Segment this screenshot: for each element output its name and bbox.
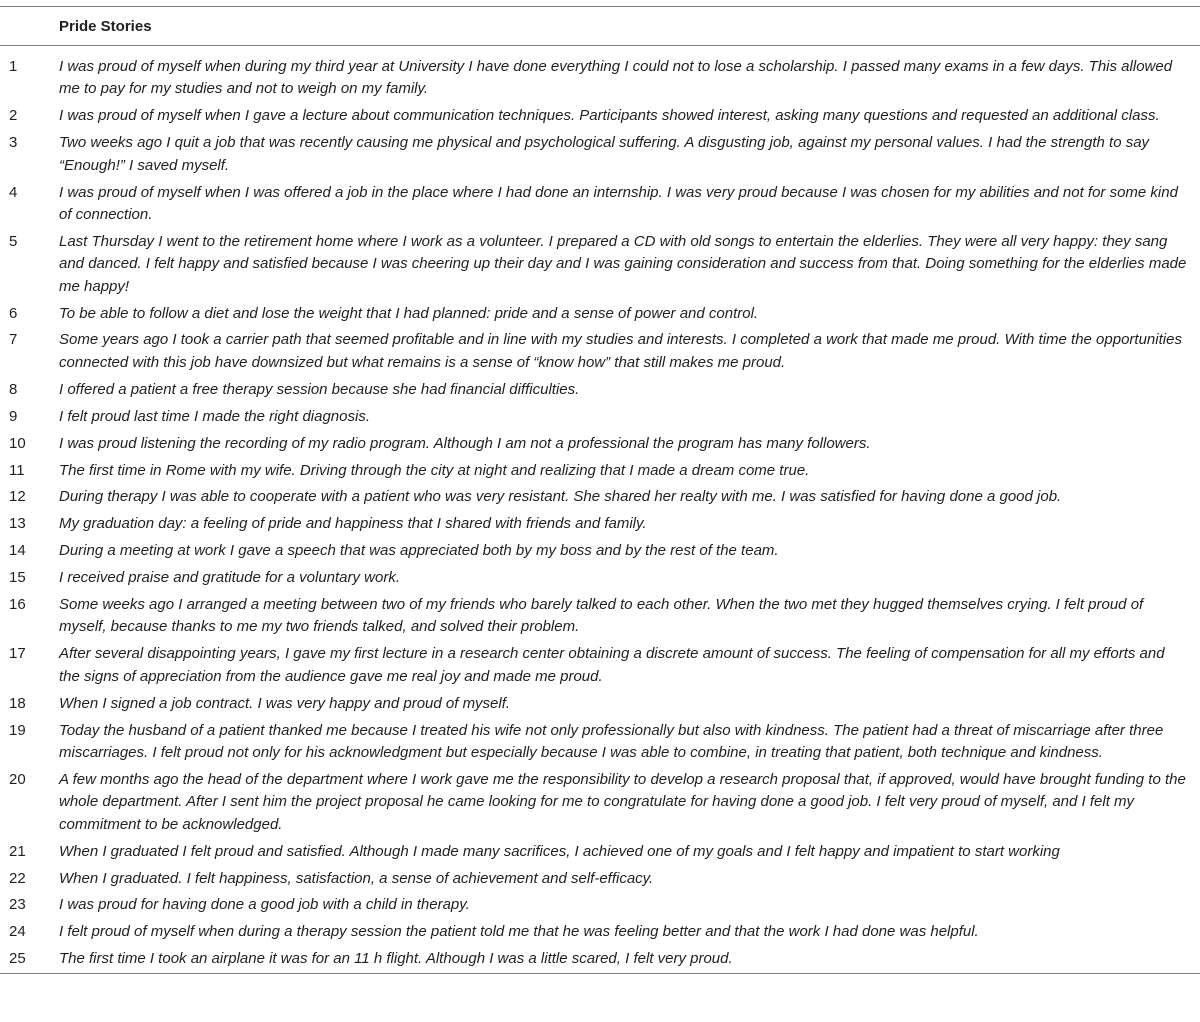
story-text: I received praise and gratitude for a voluntary work.: [59, 569, 401, 587]
row-number: 12: [9, 488, 26, 506]
story-text: I was proud of myself when during my third year at University I have done everything I could not to lose a scholarship. I passed many exams in a few days. This allowed me to pay for my studies and not to weigh on my family.: [59, 58, 1173, 98]
row-number: 17: [9, 645, 26, 663]
story-text: Today the husband of a patient thanked me because I treated his wife not only professionally but also with kindness. The patient had a threat of miscarriage after three miscarriages. I felt proud not only for his acknowledgment but especially because I was able to combine, in treating that patient, both technique and kindness.: [59, 721, 1164, 761]
story-text: The first time I took an airplane it was for an 11 h flight. Although I was a little scared, I felt very proud.: [59, 950, 733, 968]
story-text: Some weeks ago I arranged a meeting between two of my friends who barely talked to each other. When the two met they hugged themselves crying. I felt proud of myself, because thanks to me my two friends talked, and solved their problem.: [59, 596, 1144, 636]
story-text: I felt proud of myself when during a therapy session the patient told me that he was feeling better and that the work I had done was helpful.: [59, 923, 979, 941]
table-row: [0, 946, 1200, 973]
table-row: [0, 919, 1200, 946]
row-number: 24: [9, 923, 26, 941]
row-number: 2: [9, 107, 18, 125]
row-number: 7: [9, 331, 18, 349]
story-text: After several disappointing years, I gave my first lecture in a research center obtaining a discrete amount of success. The feeling of compensation for all my efforts and the signs of appreciation from the audience gave me real joy and made me proud.: [59, 645, 1165, 685]
story-text: Last Thursday I went to the retirement home where I work as a volunteer. I prepared a CD with old songs to entertain the elderlies. They were all very happy: they sang and danced. I felt happy and satisfied because I was cheering up their day and I was gaining consideration and success from that. Doing something for the elderlies made me happy!: [59, 232, 1187, 295]
table-row: [0, 767, 1200, 839]
table-row: [0, 565, 1200, 592]
row-number: 14: [9, 542, 26, 560]
row-number: 18: [9, 694, 26, 712]
table-row: [0, 484, 1200, 511]
table-row: [0, 458, 1200, 485]
header-row: [0, 7, 1200, 46]
table-row: [0, 229, 1200, 301]
row-number: 16: [9, 596, 26, 614]
table-row: [0, 130, 1200, 179]
story-text: During a meeting at work I gave a speech that was appreciated both by my boss and by the rest of the team.: [59, 542, 779, 560]
table-row: [0, 691, 1200, 718]
table-header: [0, 7, 1200, 46]
row-number: 1: [9, 58, 18, 75]
row-number: 15: [9, 569, 26, 587]
row-number: 3: [9, 134, 18, 152]
story-text: I was proud of myself when I was offered a job in the place where I had done an internship. I was very proud because I was chosen for my abilities and not for some kind of connection.: [59, 183, 1178, 223]
row-number: 21: [9, 842, 26, 860]
story-text: During therapy I was able to cooperate with a patient who was very resistant. She shared her realty with me. I was satisfied for having done a good job.: [59, 488, 1062, 506]
table-row: [0, 641, 1200, 690]
story-text: When I graduated. I felt happiness, satisfaction, a sense of achievement and self-efficacy.: [59, 869, 654, 887]
row-number: 10: [9, 434, 26, 452]
row-number: 23: [9, 896, 26, 914]
table-row: [0, 377, 1200, 404]
pride-stories-table-container: [0, 6, 1200, 974]
story-text: I offered a patient a free therapy session because she had financial difficulties.: [59, 380, 580, 398]
row-number: 13: [9, 515, 26, 533]
table-row: [0, 431, 1200, 458]
story-text: To be able to follow a diet and lose the weight that I had planned: pride and a sense of power and control.: [59, 304, 759, 322]
row-number: 11: [9, 461, 25, 479]
pride-stories-table: [0, 6, 1200, 974]
table-row: [0, 511, 1200, 538]
table-row: [0, 892, 1200, 919]
story-text: I was proud of myself when I gave a lecture about communication techniques. Participants showed interest, asking many questions and requested an additional class.: [59, 107, 1160, 125]
table-row: [0, 592, 1200, 641]
table-row: [0, 538, 1200, 565]
table-row: [0, 404, 1200, 431]
story-text: When I graduated I felt proud and satisfied. Although I made many sacrifices, I achieved one of my goals and I felt happy and impatient to start working: [59, 842, 1060, 860]
story-text: Some years ago I took a carrier path that seemed profitable and in line with my studies and interests. I completed a work that made me proud. With time the opportunities connected with this job have downsized but what remains is a sense of “know how” that still makes me proud.: [59, 331, 1182, 371]
story-text: The first time in Rome with my wife. Driving through the city at night and realizing that I made a dream come true.: [59, 461, 810, 479]
table-row: [0, 839, 1200, 866]
table-body: [0, 46, 1200, 974]
table-row: [0, 327, 1200, 376]
header-title: Pride Stories: [59, 17, 152, 35]
row-number: 6: [9, 304, 18, 322]
table-row: [0, 103, 1200, 130]
table-row: [0, 866, 1200, 893]
row-number: 9: [9, 407, 18, 425]
table-row: [0, 718, 1200, 767]
row-number: 22: [9, 869, 26, 887]
story-text: A few months ago the head of the department where I work gave me the responsibility to develop a research proposal that, if approved, would have brought funding to the whole department. After I sent him the project proposal he came looking for me to congratulate for having done a good job. I felt very proud of myself, and I felt my commitment to be acknowledged.: [59, 770, 1186, 833]
story-text: I was proud for having done a good job with a child in therapy.: [59, 896, 470, 914]
table-row: [0, 301, 1200, 328]
row-number: 4: [9, 183, 18, 201]
row-number: 19: [9, 721, 26, 739]
header-number-cell: [0, 7, 59, 46]
table-row: [0, 46, 1200, 104]
row-number: 5: [9, 232, 18, 250]
story-text: Two weeks ago I quit a job that was recently causing me physical and psychological suffering. A disgusting job, against my personal values. I had the strength to say “Enough!” I saved myself.: [59, 134, 1150, 174]
story-text: I felt proud last time I made the right diagnosis.: [59, 407, 370, 425]
story-text: My graduation day: a feeling of pride and happiness that I shared with friends and family.: [59, 515, 647, 533]
row-number: 25: [9, 950, 26, 968]
story-text: When I signed a job contract. I was very happy and proud of myself.: [59, 694, 511, 712]
table-row: [0, 180, 1200, 229]
story-text: I was proud listening the recording of my radio program. Although I am not a professional the program has many followers.: [59, 434, 871, 452]
row-number: 8: [9, 380, 18, 398]
row-number: 20: [9, 770, 26, 788]
